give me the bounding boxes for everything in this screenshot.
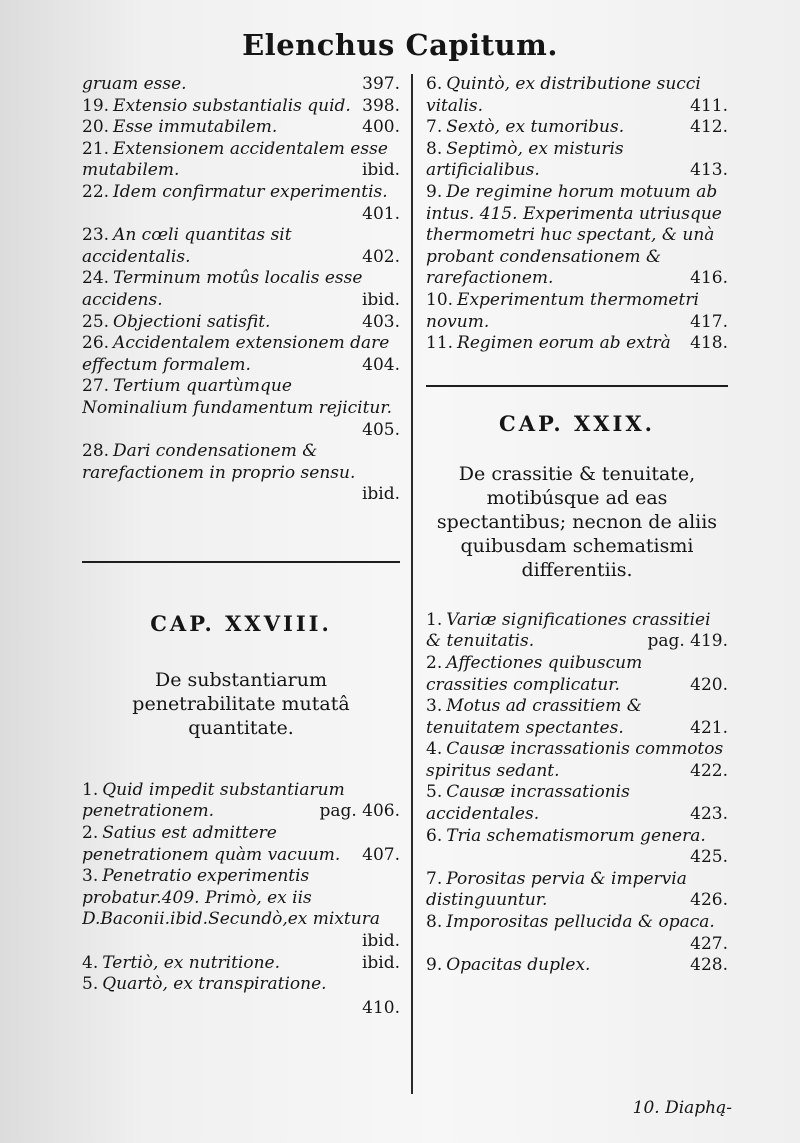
right-top-entries [426, 74, 728, 355]
entry-text: Regimen eorum ab extrà [457, 333, 671, 354]
entry-page-ref: 421. [690, 717, 728, 738]
entry-number: 2. [82, 823, 99, 844]
entry-number: 21. [82, 138, 110, 159]
entry-number: 2. [426, 652, 443, 673]
entry-page-ref: ibid. [361, 289, 400, 310]
right-column [426, 74, 728, 977]
index-entry [426, 290, 728, 333]
entry-page-ref: 416. [690, 268, 728, 289]
index-entry [426, 74, 728, 117]
entry-number: 6. [426, 825, 443, 846]
entry-number: 27. [82, 376, 110, 397]
entry-page-ref: pag. 419. [647, 631, 728, 652]
entry-page-ref: 400. [362, 117, 400, 138]
entry-page-ref: 412. [690, 117, 728, 138]
entry-number: 5. [82, 974, 99, 995]
entry-number: 25. [82, 311, 110, 332]
entry-text: Terminum motûs localis esse accidens. [82, 268, 363, 310]
entry-text: Penetratio experimentis probatur.409. Primò, ex iis D.Baconii.ibid.Secundò,ex mixtura [82, 866, 380, 930]
entry-page-ref: 426. [690, 890, 728, 911]
entry-number: 11. [426, 333, 454, 354]
index-entry [426, 696, 728, 739]
index-entry [426, 610, 728, 653]
entry-text: Quid impedit substantiarum penetrationem. [82, 779, 345, 822]
cap-29-entries [426, 610, 728, 977]
entry-text: Motus ad crassitiem & tenuitatem spectantes. [426, 696, 642, 738]
entry-number: 3. [82, 866, 99, 887]
entry-page-ref: 413. [690, 160, 728, 181]
entry-text: Dari condensationem & rarefactionem in proprio sensu. [82, 441, 356, 483]
entry-text: Extensionem accidentalem esse mutabilem. [82, 138, 388, 181]
entry-text: Tertiò, ex nutritione. [102, 952, 281, 973]
index-entry [426, 912, 728, 955]
entry-number: 23. [82, 225, 110, 246]
cap-title-29: De crassitie & tenuitate, motibúsque ad eas spectantibus; necnon de aliis quibusdam schematismi differentiis. [436, 462, 718, 581]
entry-text: Affectiones quibuscum crassities complicatur. [426, 652, 643, 695]
entry-number: 22. [82, 181, 110, 202]
index-entry [82, 312, 400, 334]
entry-page-ref: 422. [690, 760, 728, 781]
entry-number: 7. [426, 117, 443, 138]
index-entry [82, 139, 400, 182]
cap-28-entries [82, 780, 400, 996]
index-entry [82, 974, 400, 996]
entry-number: 7. [426, 868, 443, 889]
index-entry [82, 376, 400, 441]
catchword: 10. Diaphą- [632, 1098, 732, 1118]
entry-text: Septimò, ex misturis artificialibus. [426, 138, 624, 181]
entry-page-ref: 425. [690, 847, 728, 868]
entry-number: 1. [82, 779, 99, 800]
entry-number: 24. [82, 268, 110, 289]
entry-number: 19. [82, 95, 110, 116]
entry-text: Quintò, ex distributione succi vitalis. [426, 74, 701, 116]
entry-number: 9. [426, 955, 443, 976]
left-top-entries [82, 74, 400, 506]
index-entry [426, 739, 728, 782]
index-entry [82, 268, 400, 311]
index-entry [82, 953, 400, 975]
entry-page-ref: 397. [362, 74, 400, 94]
section-rule [82, 561, 400, 563]
index-entry [82, 96, 400, 118]
entry-text: Variæ significationes crassitiei & tenuitatis. [426, 609, 711, 652]
left-column [82, 74, 400, 1018]
entry-text: Satius est admittere penetrationem quàm vacuum. [82, 823, 341, 865]
entry-text: Tertium quartùmque Nominalium fundamentum rejicitur. [82, 376, 393, 418]
entry-text: Causæ incrassationis commotos spiritus sedant. [426, 739, 724, 781]
entry-number: 9. [426, 181, 443, 202]
entry-text: De regimine horum motuum ab intus. 415. Experimenta utriusque thermometri huc spectant, & unà probant condensationem & rarefactionem. [426, 181, 722, 289]
entry-text: Idem confirmatur experimentis. [113, 181, 388, 202]
index-entry [82, 780, 400, 823]
entry-text: Experimentum thermometri novum. [426, 289, 699, 332]
entry-page-ref: 407. [362, 844, 400, 865]
entry-text: Porositas pervia & impervia distinguuntur. [426, 868, 687, 911]
index-entry [82, 225, 400, 268]
index-entry [426, 782, 728, 825]
entry-page-ref: ibid. [361, 931, 400, 952]
index-entry [82, 117, 400, 139]
entry-page-ref: 402. [362, 246, 400, 267]
entry-text: Causæ incrassationis accidentales. [426, 782, 630, 825]
entry-page-ref: ibid. [361, 952, 400, 973]
entry-number: 20. [82, 117, 110, 138]
entry-text: Tria schematismorum genera. [446, 825, 706, 846]
entry-number: 4. [82, 952, 99, 973]
cap-heading-29: CAP. XXIX. [499, 410, 655, 436]
cap-heading-28: CAP. XXVIII. [150, 610, 332, 636]
entry-number: 8. [426, 912, 443, 933]
entry-number: 4. [426, 739, 443, 760]
index-entry [82, 866, 400, 952]
index-entry [426, 333, 728, 355]
entry-page-ref: 404. [362, 354, 400, 375]
entry-page-ref: ibid. [361, 484, 400, 505]
index-entry [82, 441, 400, 506]
entry-text: Esse immutabilem. [113, 117, 278, 138]
entry-text: gruam esse. [82, 74, 187, 94]
entry-text: Accidentalem extensionem dare effectum formalem. [82, 333, 390, 375]
entry-page-ref: 428. [690, 955, 728, 976]
index-entry [82, 333, 400, 376]
entry-page-ref: 398. [362, 95, 400, 116]
entry-text: Objectioni satisfit. [113, 311, 271, 332]
running-head: Elenchus Capitum. [242, 28, 558, 62]
entry-page-ref: ibid. [361, 160, 400, 181]
index-entry [82, 182, 400, 225]
entry-text: Extensio substantialis quid. [113, 95, 351, 116]
entry-page-ref: 401. [362, 203, 400, 224]
entry-number: 5. [426, 782, 443, 803]
entry-page-ref: 418. [690, 333, 728, 354]
entry-number: 10. [426, 289, 454, 310]
entry-text: Quartò, ex transpiratione. [102, 974, 327, 995]
entry-page-ref: 423. [690, 804, 728, 825]
entry-page-ref: 420. [690, 674, 728, 695]
entry-page-ref: 427. [690, 933, 728, 954]
entry-text: Imporositas pellucida & opaca. [446, 912, 715, 933]
index-entry [426, 955, 728, 977]
entry-number: 1. [426, 609, 443, 630]
footer-page-number: 410. [362, 997, 400, 1018]
column-divider [411, 74, 413, 1094]
entry-page-ref: 403. [362, 311, 400, 332]
entry-page-ref: 405. [362, 419, 400, 440]
index-entry [426, 117, 728, 139]
entry-text: Sextò, ex tumoribus. [446, 117, 625, 138]
entry-page-ref: 417. [690, 311, 728, 332]
index-entry [426, 826, 728, 869]
index-entry [82, 823, 400, 866]
entry-number: 28. [82, 441, 110, 462]
entry-number: 26. [82, 333, 110, 354]
section-rule [426, 385, 728, 387]
entry-page-ref: 411. [690, 95, 728, 116]
entry-number: 6. [426, 74, 443, 94]
entry-page-ref: pag. 406. [319, 801, 400, 822]
entry-number: 8. [426, 138, 443, 159]
index-entry [426, 182, 728, 290]
entry-number: 3. [426, 696, 443, 717]
entry-text: An cœli quantitas sit accidentalis. [82, 225, 292, 267]
index-entry [426, 139, 728, 182]
index-entry [426, 869, 728, 912]
cap-title-28: De substantiarum penetrabilitate mutatâ quantitate. [132, 668, 350, 739]
index-entry [426, 653, 728, 696]
entry-text: Opacitas duplex. [446, 955, 591, 976]
index-entry [82, 74, 400, 96]
